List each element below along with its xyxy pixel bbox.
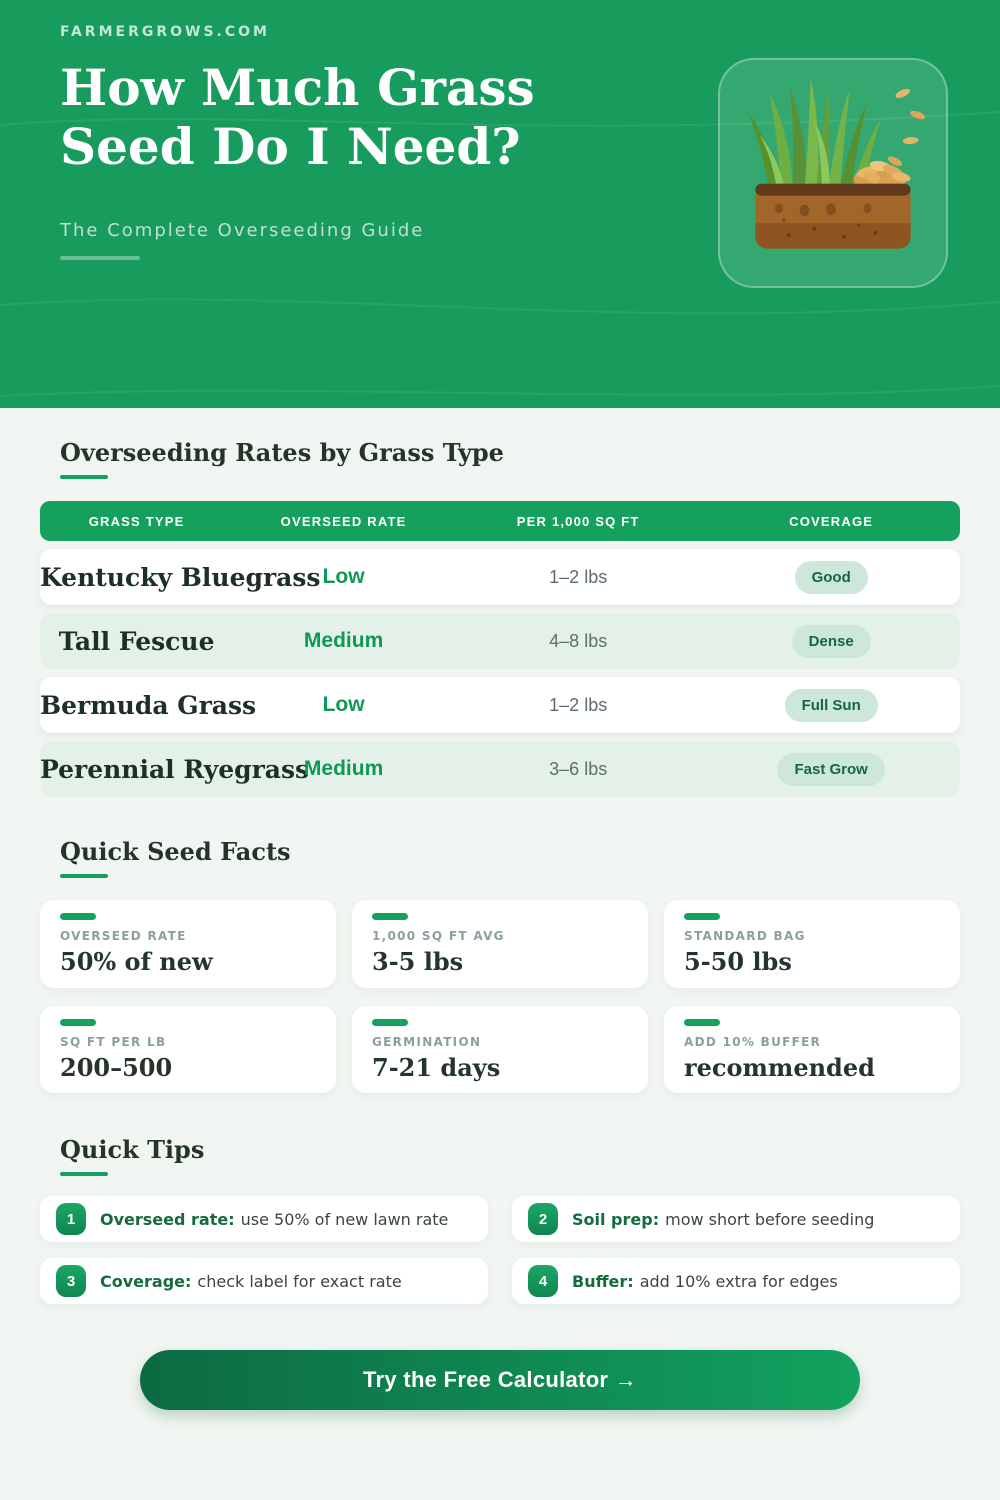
fact-value: 7-21 days [372,1052,501,1082]
tip-label: Overseed rate: [100,1209,235,1229]
coverage-badge: Dense [792,625,871,658]
rate-cell: Low [322,693,365,716]
per-1000-cell: 4–8 lbs [549,630,608,651]
page-title-line1: How Much Grass [60,58,535,117]
column-header-per-1000: PER 1,000 SQ FT [516,513,640,529]
tip-card [512,1196,960,1242]
fact-value: 3-5 lbs [372,947,464,976]
fact-label: SQ FT PER LB [60,1034,167,1049]
grass-type-cell: Bermuda Grass [40,690,257,720]
table-row [40,677,960,733]
heading-underline [60,1172,108,1176]
tip-card [40,1258,488,1304]
table-row [40,741,960,797]
page-subtitle: The Complete Overseeding Guide [60,220,425,241]
fact-card [352,900,648,988]
column-header-coverage: COVERAGE [789,513,874,529]
tip-text: add 10% extra for edges [639,1271,838,1291]
subtitle-underline [60,256,140,260]
tip-label: Buffer: [572,1271,634,1291]
calculator-cta-button[interactable]: Try the Free Calculator → [140,1350,860,1410]
grass-type-cell: Perennial Ryegrass [40,754,310,784]
fact-value: 50% of new [60,947,213,976]
tip-text: check label for exact rate [197,1271,402,1291]
rate-cell: Medium [303,757,384,780]
fact-accent-bar [372,913,408,920]
fact-label: 1,000 SQ FT AVG [372,929,505,943]
tip-label: Soil prep: [572,1209,660,1229]
heading-underline [60,874,108,878]
heading-underline [60,475,108,479]
tip-text: mow short before seeding [665,1209,875,1229]
tip-number-badge: 4 [528,1265,558,1297]
fact-accent-bar [684,913,720,920]
fact-value: 200–500 [60,1052,173,1082]
section-facts [0,797,1000,1093]
grass-type-cell: Tall Fescue [58,626,215,656]
tip-card [40,1196,488,1242]
grass-seed-planter-icon [720,60,946,286]
section-tips [0,1093,1000,1410]
table-row [40,549,960,605]
fact-label: GERMINATION [372,1034,482,1049]
coverage-badge: Good [795,561,868,594]
fact-card [40,1006,336,1094]
fact-value: recommended [684,1052,875,1082]
fact-accent-bar [60,1019,96,1026]
section-rates [0,408,1000,797]
section-heading-rates: Overseeding Rates by Grass Type [60,438,504,467]
grass-type-cell: Kentucky Bluegrass [40,562,321,592]
brand-text: FARMERGROWS.COM [60,24,270,40]
facts-grid [40,900,960,1093]
rate-cell: Medium [303,629,384,652]
coverage-badge: Fast Grow [777,753,884,786]
page-header [0,0,1000,408]
rate-cell: Low [322,565,365,588]
per-1000-cell: 1–2 lbs [549,566,608,587]
table-row [40,613,960,669]
fact-card [40,900,336,988]
tip-card [512,1258,960,1304]
illustration-card [718,58,948,288]
page-title-line2: Seed Do I Need? [60,117,521,176]
fact-label: ADD 10% BUFFER [684,1034,822,1049]
fact-accent-bar [60,913,96,920]
fact-accent-bar [684,1019,720,1026]
tip-text: use 50% of new lawn rate [240,1209,449,1229]
fact-card [664,1006,960,1094]
fact-card [664,900,960,988]
coverage-badge: Full Sun [785,689,878,722]
fact-label: OVERSEED RATE [60,929,187,943]
table-header-row [40,501,960,541]
tip-number-badge: 1 [56,1203,86,1235]
tip-number-badge: 3 [56,1265,86,1297]
fact-card [352,1006,648,1094]
column-header-grass-type: GRASS TYPE [88,513,185,529]
section-heading-tips: Quick Tips [60,1135,205,1165]
tip-number-badge: 2 [528,1203,558,1235]
fact-label: STANDARD BAG [684,929,806,943]
section-heading-facts: Quick Seed Facts [60,837,291,866]
tip-label: Coverage: [100,1271,192,1291]
fact-value: 5-50 lbs [684,947,792,976]
per-1000-cell: 3–6 lbs [549,758,608,779]
column-header-overseed-rate: OVERSEED RATE [280,513,407,529]
tips-grid [40,1196,960,1304]
per-1000-cell: 1–2 lbs [549,694,608,715]
page-title [60,58,535,176]
fact-accent-bar [372,1019,408,1026]
